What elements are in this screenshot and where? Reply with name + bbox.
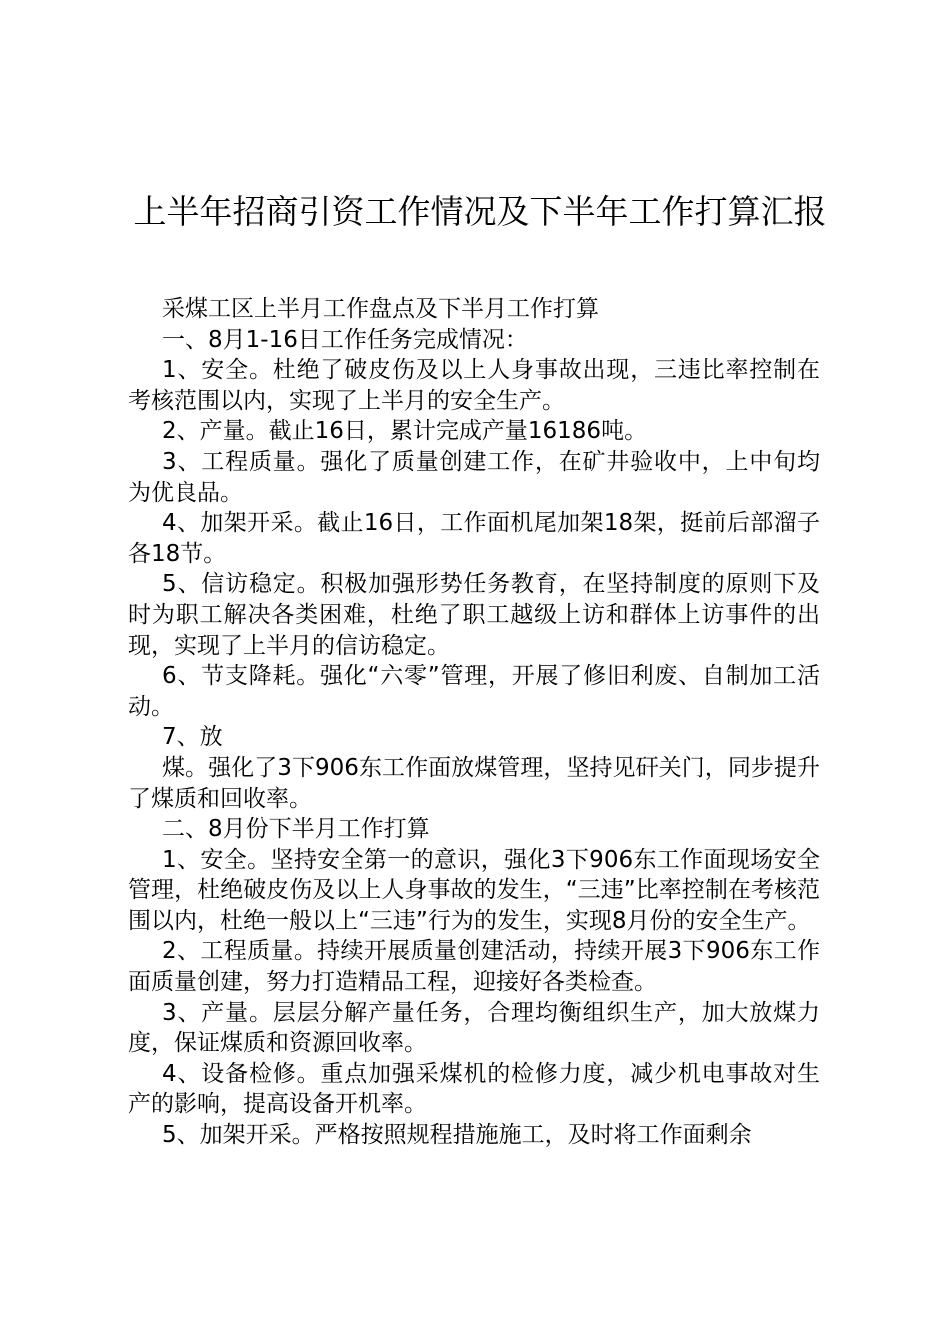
body-paragraph: 5、加架开采。严格按照规程措施施工，及时将工作面剩余 [162,1122,752,1149]
body-paragraph: 7、放 [162,724,223,751]
body-paragraph: 采煤工区上半月工作盘点及下半月工作打算 [162,296,599,322]
body-paragraph: 3、工程质量。强化了质量创建工作，在矿井验收中，上中旬均为优良品。 [128,448,820,506]
body-paragraph: 3、产量。层层分解产量任务，合理均衡组织生产，加大放煤力度，保证煤质和资源回收率。 [128,999,820,1057]
document-body [128,294,820,1151]
body-paragraph: 2、产量。截止16日，累计完成产量16186吨。 [162,418,648,445]
document-title: 上半年招商引资工作情况及下半年工作打算汇报 [133,192,827,231]
body-paragraph: 煤。强化了3下906东工作面放煤管理，坚持见矸关门，同步提升了煤质和回收率。 [128,754,820,812]
body-paragraph: 二、8月份下半月工作打算 [162,816,430,843]
body-paragraph: 1、安全。坚持安全第一的意识，强化3下906东工作面现场安全管理，杜绝破皮伤及以上人身事故的发生，“三违”比率控制在考核范围以内，杜绝一般以上“三违”行为的发生，实现8月份的安全生产。 [128,846,820,934]
body-paragraph: 4、设备检修。重点加强采煤机的检修力度，减少机电事故对生产的影响，提高设备开机率。 [128,1060,820,1118]
body-paragraph: 2、工程质量。持续开展质量创建活动，持续开展3下906东工作面质量创建，努力打造精品工程，迎接好各类检查。 [128,938,820,996]
body-paragraph: 6、节支降耗。强化“六零”管理，开展了修旧利废、自制加工活动。 [128,663,820,720]
body-paragraph: 4、加架开采。截止16日，工作面机尾加架18架，挺前后部溜子各18节。 [128,510,820,567]
body-paragraph: 1、安全。杜绝了破皮伤及以上人身事故出现，三违比率控制在考核范围以内，实现了上半月的安全生产。 [128,357,820,414]
body-paragraph: 一、8月1-16日工作任务完成情况： [162,326,528,353]
body-paragraph: 5、信访稳定。积极加强形势任务教育，在坚持制度的原则下及时为职工解决各类困难，杜绝了职工越级上访和群体上访事件的出现，实现了上半月的信访稳定。 [128,571,820,659]
